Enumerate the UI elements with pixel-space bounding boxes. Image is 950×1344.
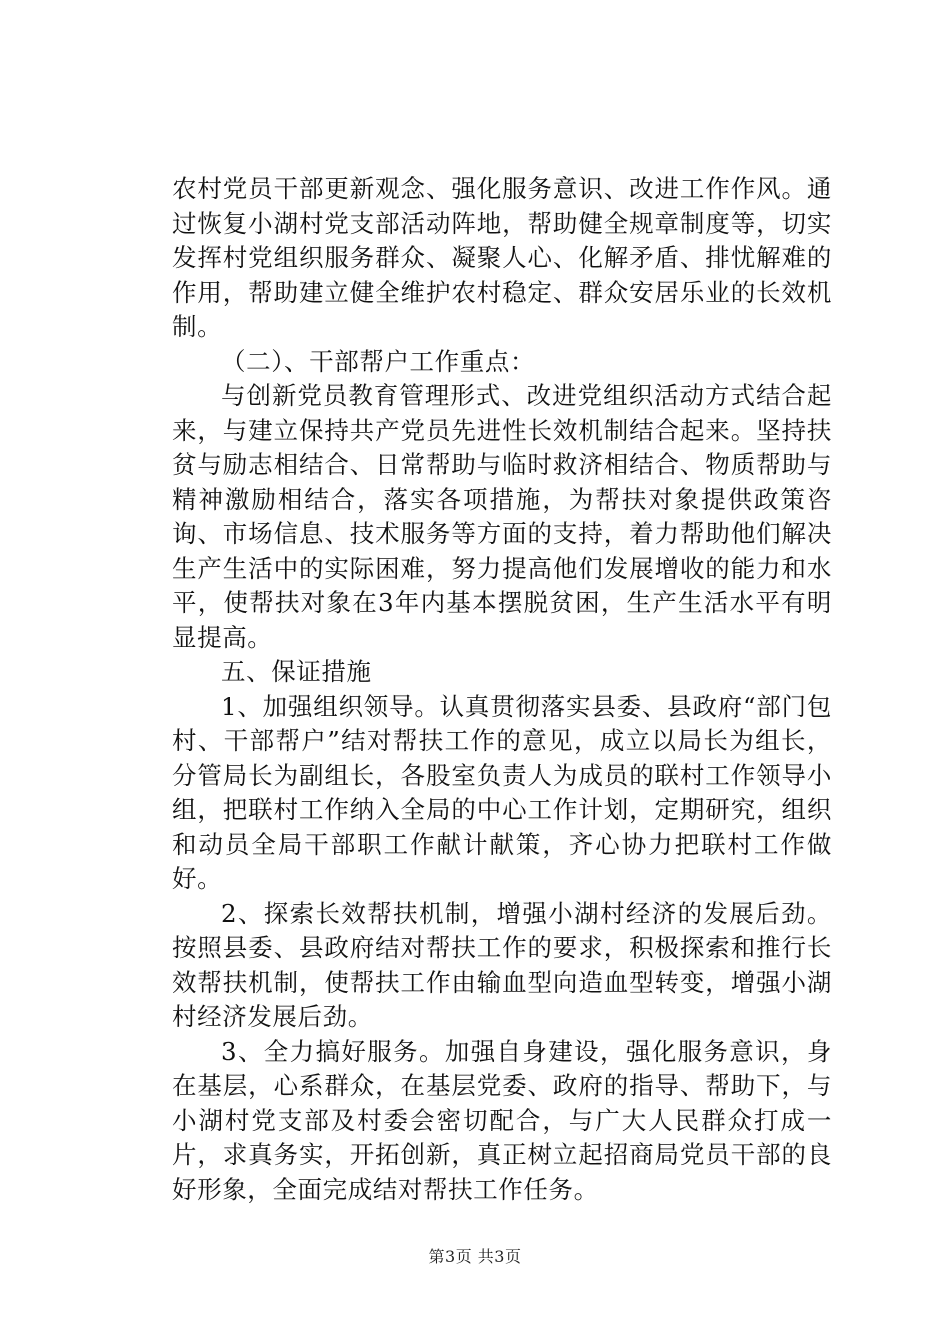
- paragraph-cadre-help-content: 与创新党员教育管理形式、改进党组织活动方式结合起来，与建立保持共产党员先进性长效机制结合起来。坚持扶贫与励志相结合、日常帮助与临时救济相结合、物质帮助与精神激励相结合，落实各项措施，为帮扶对象提供政策咨询、市场信息、技术服务等方面的支持，着力帮助他们解决生产生活中的实际困难，努力提高他们发展增收的能力和水平，使帮扶对象在3年内基本摆脱贫困，生产生活水平有明显提高。: [172, 381, 832, 652]
- section-heading-cadre-help: （二）、干部帮户工作重点：: [221, 346, 536, 376]
- section-heading-guarantee-measures: 五、保证措施: [221, 657, 372, 686]
- paragraph-measure-2: 2、探索长效帮扶机制，增强小湖村经济的发展后劲。按照县委、县政府结对帮扶工作的要求，积极探索和推行长效帮扶机制，使帮扶工作由输血型向造血型转变，增强小湖村经济发展后劲。: [172, 898, 832, 1031]
- paragraph-measure-1: 1、加强组织领导。认真贯彻落实县委、县政府“部门包村、干部帮户”结对帮扶工作的意见，成立以局长为组长，分管局长为副组长，各股室负责人为成员的联村工作领导小组，把联村工作纳入全局的中心工作计划，定期研究，组织和动员全局干部职工作献计献策，齐心协力把联村工作做好。: [172, 691, 832, 893]
- page-footer: 第3页 共3页: [428, 1247, 522, 1266]
- paragraph-continuation: 农村党员干部更新观念、强化服务意识、改进工作作风。通过恢复小湖村党支部活动阵地，帮助健全规章制度等，切实发挥村党组织服务群众、凝聚人心、化解矛盾、排忧解难的作用，帮助建立健全维护农村稳定、群众安居乐业的长效机制。: [172, 174, 832, 341]
- paragraph-measure-3: 3、全力搞好服务。加强自身建设，强化服务意识，身在基层，心系群众，在基层党委、政府的指导、帮助下，与小湖村党支部及村委会密切配合，与广大人民群众打成一片，求真务实，开拓创新，真正树立起招商局党员干部的良好形象，全面完成结对帮扶工作任务。: [172, 1036, 832, 1204]
- document-body: [172, 172, 832, 1207]
